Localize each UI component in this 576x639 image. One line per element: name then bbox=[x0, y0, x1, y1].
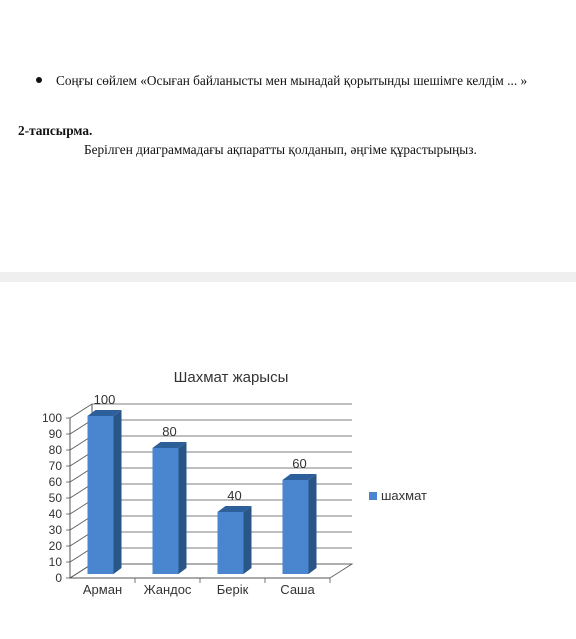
bar bbox=[283, 480, 309, 574]
chart-title: Шахмат жарысы bbox=[173, 369, 289, 386]
y-tick-label: 40 bbox=[48, 507, 62, 521]
bar bbox=[88, 416, 114, 574]
y-tick-label: 60 bbox=[48, 475, 62, 489]
bar-side bbox=[244, 506, 252, 574]
bar bbox=[153, 448, 179, 574]
legend-swatch bbox=[369, 492, 377, 500]
x-tick-label: Арман bbox=[82, 582, 123, 597]
y-tick-label: 30 bbox=[48, 523, 62, 537]
bullet-text: Соңғы сөйлем «Осыған байланысты мен мынадай қорытынды шешімге келдім ... » bbox=[56, 73, 528, 88]
y-tick-label: 100 bbox=[41, 411, 62, 425]
x-tick-label: Жандос bbox=[143, 582, 192, 597]
data-label: 100 bbox=[93, 392, 116, 407]
bar bbox=[218, 512, 244, 574]
y-tick-label: 0 bbox=[55, 571, 62, 585]
bar-side bbox=[179, 442, 187, 574]
data-label: 60 bbox=[292, 456, 307, 471]
task-title: 2-тапсырма. bbox=[18, 123, 93, 138]
y-tick-label: 20 bbox=[48, 539, 62, 553]
data-label: 80 bbox=[162, 424, 177, 439]
bar-side bbox=[309, 474, 317, 574]
y-tick-label: 90 bbox=[48, 427, 62, 441]
x-tick-label: Саша bbox=[280, 582, 315, 597]
bar-side bbox=[114, 410, 122, 574]
y-tick-label: 80 bbox=[48, 443, 62, 457]
y-tick-label: 70 bbox=[48, 459, 62, 473]
legend-label: шахмат bbox=[381, 488, 427, 503]
y-tick-label: 50 bbox=[48, 491, 62, 505]
task-instruction: Берілген диаграммадағы ақпаратты қолданып, әңгіме құрастырыңыз. bbox=[84, 142, 477, 157]
data-label: 40 bbox=[227, 488, 242, 503]
x-tick-label: Берік bbox=[216, 582, 249, 597]
y-tick-label: 10 bbox=[48, 555, 62, 569]
